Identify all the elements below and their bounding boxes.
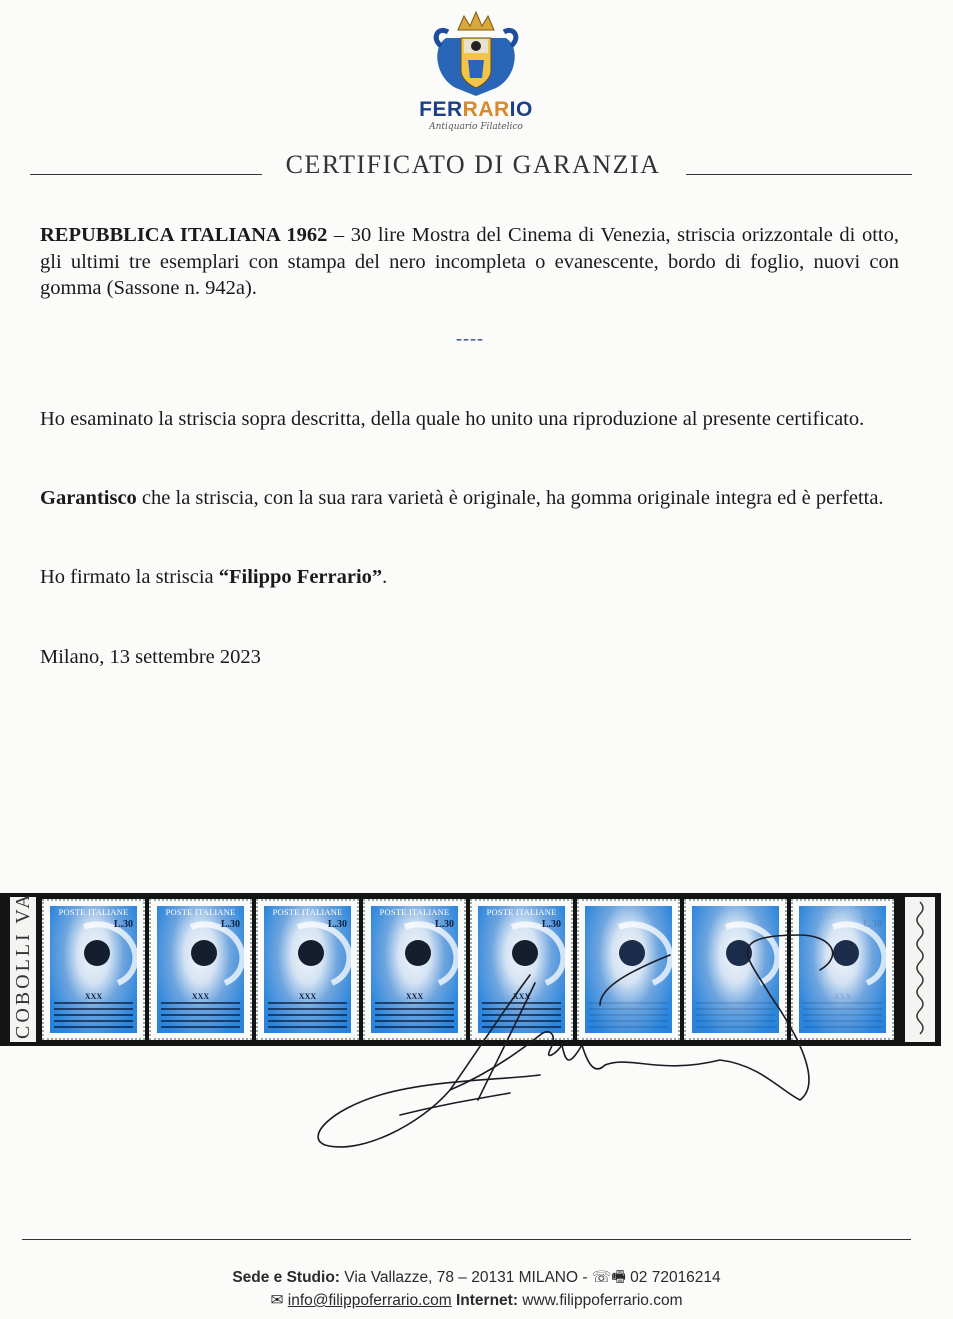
footer-contact-line [0, 1291, 953, 1310]
stamp-xxx: XXX [191, 992, 210, 1001]
address: Via Vallazze, 78 – 20131 MILANO - ☏🖷 02 72016214 [339, 1269, 721, 1286]
stamp-header: POSTE ITALIANE [165, 907, 236, 917]
stamp-xxx: XXX [84, 992, 103, 1001]
stamp-header: POSTE ITALIANE [58, 907, 129, 917]
stamp-xxx: XXX [298, 992, 317, 1001]
internet-label: Internet: [451, 1292, 518, 1309]
paragraph-guarantee [40, 485, 899, 512]
email-link[interactable]: info@filippoferrario.com [287, 1292, 452, 1309]
stamp-xxx: XXX [833, 992, 852, 1001]
website-link[interactable]: www.filippoferrario.com [518, 1292, 683, 1309]
crest-logo [426, 8, 526, 98]
description-paragraph [40, 222, 899, 302]
stamp-xxx: XXX [405, 992, 424, 1001]
description-text: – 30 lire Mostra del Cinema di Venezia, striscia orizzontale di otto, gli ultimi tre esemplari con stampa del nero incompleta o evanescente, bordo di foglio, nuovi con gomma (Sassone n. 942a). [40, 224, 899, 299]
eclipse-disc-icon [191, 940, 217, 966]
wavy-perforation-icon [905, 897, 935, 1042]
stamp-header: ITALIANE [822, 907, 863, 917]
eclipse-disc-icon [84, 940, 110, 966]
title-rule-left [30, 174, 262, 175]
brand-subtitle: Antiquario Filatelico [429, 122, 523, 132]
stamp-value: L.30 [113, 919, 133, 930]
page-title: CERTIFICATO DI GARANZIA [285, 150, 661, 179]
paragraph-signed: Ho firmato la striscia “Filippo Ferrario”. [40, 566, 388, 588]
guarantee-text: che la striscia, con la sua rara varietà è originale, ha gomma originale integra ed è perfetta. [136, 487, 884, 509]
separator: ---- [456, 328, 484, 348]
description-lead: REPUBBLICA ITALIANA 1962 [40, 224, 328, 246]
sheet-margin [10, 891, 36, 1042]
sede-label: Sede e Studio: [232, 1269, 340, 1286]
stamp [42, 899, 145, 1040]
guarantee-bold: Garantisco [40, 487, 137, 509]
stamp-inscription [54, 1002, 133, 1032]
footer-rule [22, 1239, 911, 1240]
stamp-inscription [161, 1002, 240, 1032]
stamp-value: L.30 [541, 919, 561, 930]
stamp-face [50, 906, 137, 1033]
title-rule-right [686, 174, 912, 175]
stamp-header: POSTE ITALIANE [379, 907, 450, 917]
stamp-header: POSTE ITALIANE [272, 907, 343, 917]
stamp-value: L.30 [327, 919, 347, 930]
envelope-icon: ✉ [270, 1292, 284, 1309]
stamp-value: L.30 [862, 919, 882, 930]
footer-address-line [0, 1265, 953, 1292]
brand-name: FERRARIO [419, 98, 533, 121]
signature [300, 915, 860, 1165]
stamp-xxx: XXX [512, 992, 531, 1001]
stamp-face [157, 906, 244, 1033]
signer-name: “Filippo Ferrario” [218, 566, 383, 588]
date-line: Milano, 13 settembre 2023 [40, 646, 261, 668]
stamp-value: L.30 [434, 919, 454, 930]
sheet-margin-right [905, 897, 935, 1042]
paragraph-examined: Ho esaminato la striscia sopra descritta, della quale ho unito una riproduzione al presente certificato. [40, 408, 865, 430]
stamp-header: POSTE ITALIANE [486, 907, 557, 917]
stamp-value: L.30 [220, 919, 240, 930]
margin-text: COBOLLI VA [12, 891, 34, 1039]
stamp [149, 899, 252, 1040]
